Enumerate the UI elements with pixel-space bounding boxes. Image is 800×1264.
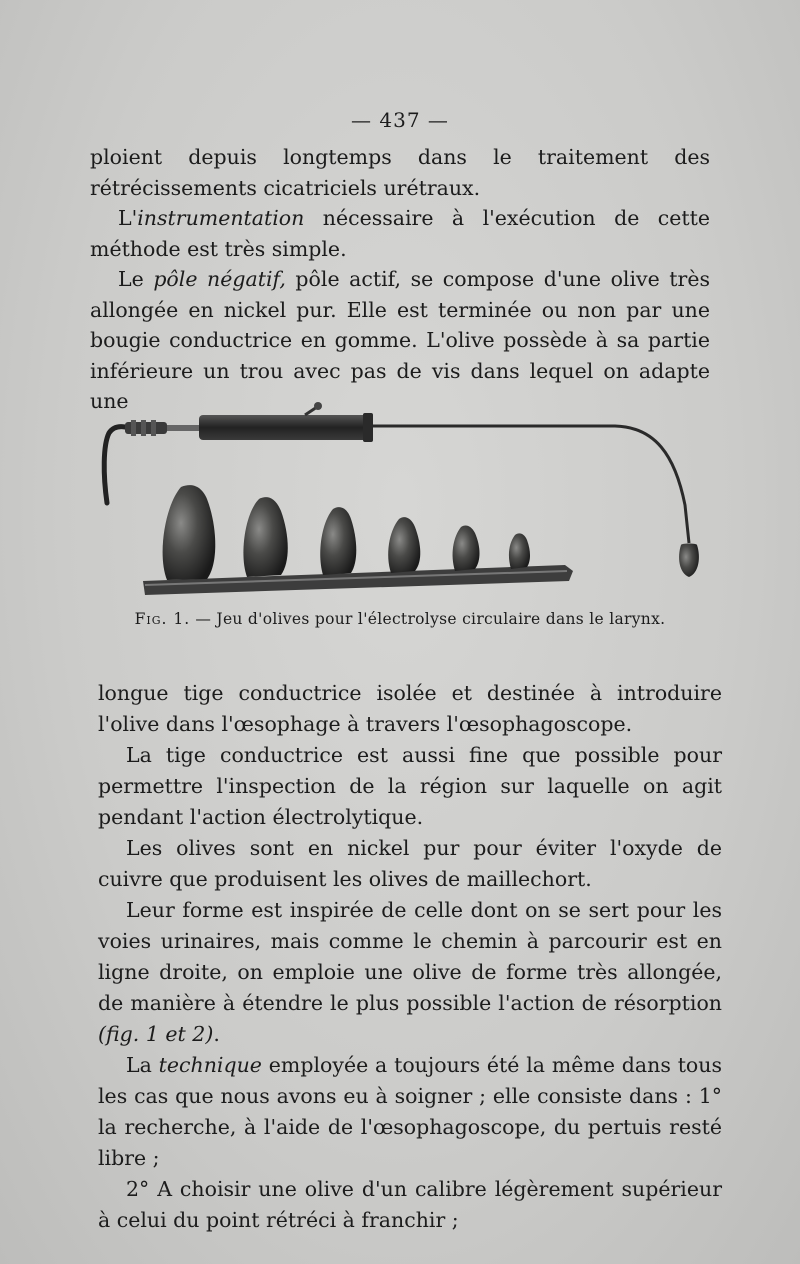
italic-term: pôle négatif,: [153, 267, 286, 291]
paragraph-text: employée a toujours été la même dans tous les cas que nous avons eu à soigner ; elle consiste dans : 1° la recherche, à l'aide de l'œsophagoscope, du pertuis resté libre ;: [98, 1053, 722, 1170]
paragraph: [98, 1174, 722, 1236]
olive-3: [320, 507, 356, 575]
paragraph: [90, 264, 710, 417]
figure-reference: (fig. 1 et 2): [98, 1022, 214, 1046]
italic-term: technique: [158, 1053, 262, 1077]
paragraph: [90, 203, 710, 264]
paragraph-text: pôle actif, se compose d'une olive très allongée en nickel pur. Elle est terminée ou non par une bougie conductrice en gomme. L'olive possède à sa partie inférieure un trou avec pas de vis dans lequel on adapte une: [90, 267, 710, 413]
caption-text: — Jeu d'olives pour l'électrolyse circulaire dans le larynx.: [190, 610, 666, 628]
italic-term: instrumentation: [137, 206, 305, 230]
olive-1: [163, 485, 216, 580]
tip-olive: [679, 544, 699, 578]
paragraph: [98, 833, 722, 895]
paragraph: [98, 1050, 722, 1174]
olive-5: [453, 525, 480, 571]
conductor-rod: [373, 426, 689, 543]
olive-6: [509, 533, 530, 569]
electrode-cable: [104, 427, 125, 503]
paragraph-text: longue tige conductrice isolée et destinée à introduire l'olive dans l'œsophage à travers l'œsophagoscope.: [98, 681, 722, 736]
olive-2: [243, 497, 287, 577]
paragraph-text: Leur forme est inspirée de celle dont on se sert pour les voies urinaires, mais comme le chemin à parcourir est en ligne droite, on emploie une olive de forme très allongée, de manière à étendre le plus possible l'action de résorption: [98, 898, 722, 1015]
paragraph: [98, 678, 722, 740]
paragraph-tail: .: [213, 1022, 220, 1046]
caption-label: Fig. 1.: [134, 610, 191, 628]
paragraph-text: ploient depuis longtemps dans le traitement des rétrécissements cicatriciels urétraux.: [90, 145, 710, 200]
paragraph: [98, 740, 722, 833]
paragraph-text: nécessaire à l'exécution de cette méthode est très simple.: [90, 206, 710, 261]
paragraph-text: La tige conductrice est aussi fine que possible pour permettre l'inspection de la région sur laquelle on agit pendant l'action électrolytique.: [98, 743, 722, 829]
paragraph-text: Les olives sont en nickel pur pour éviter l'oxyde de cuivre que produisent les olives de maillechort.: [98, 836, 722, 891]
electrode-handle: [199, 415, 371, 440]
paragraph-lead: La: [126, 1053, 159, 1077]
figure-caption: [0, 610, 800, 628]
paragraph-text: 2° A choisir une olive d'un calibre légèrement supérieur à celui du point rétréci à franchir ;: [98, 1177, 722, 1232]
olive-4: [388, 517, 420, 573]
page-number: — 437 —: [351, 108, 449, 132]
paragraph-lead: L': [118, 206, 138, 230]
text-block-bottom: [98, 678, 722, 1236]
text-block-top: [90, 142, 710, 417]
paragraph: [90, 142, 710, 203]
figure-olives-illustration: [95, 395, 715, 605]
paragraph: [98, 895, 722, 1050]
paragraph-lead: Le: [118, 267, 154, 291]
